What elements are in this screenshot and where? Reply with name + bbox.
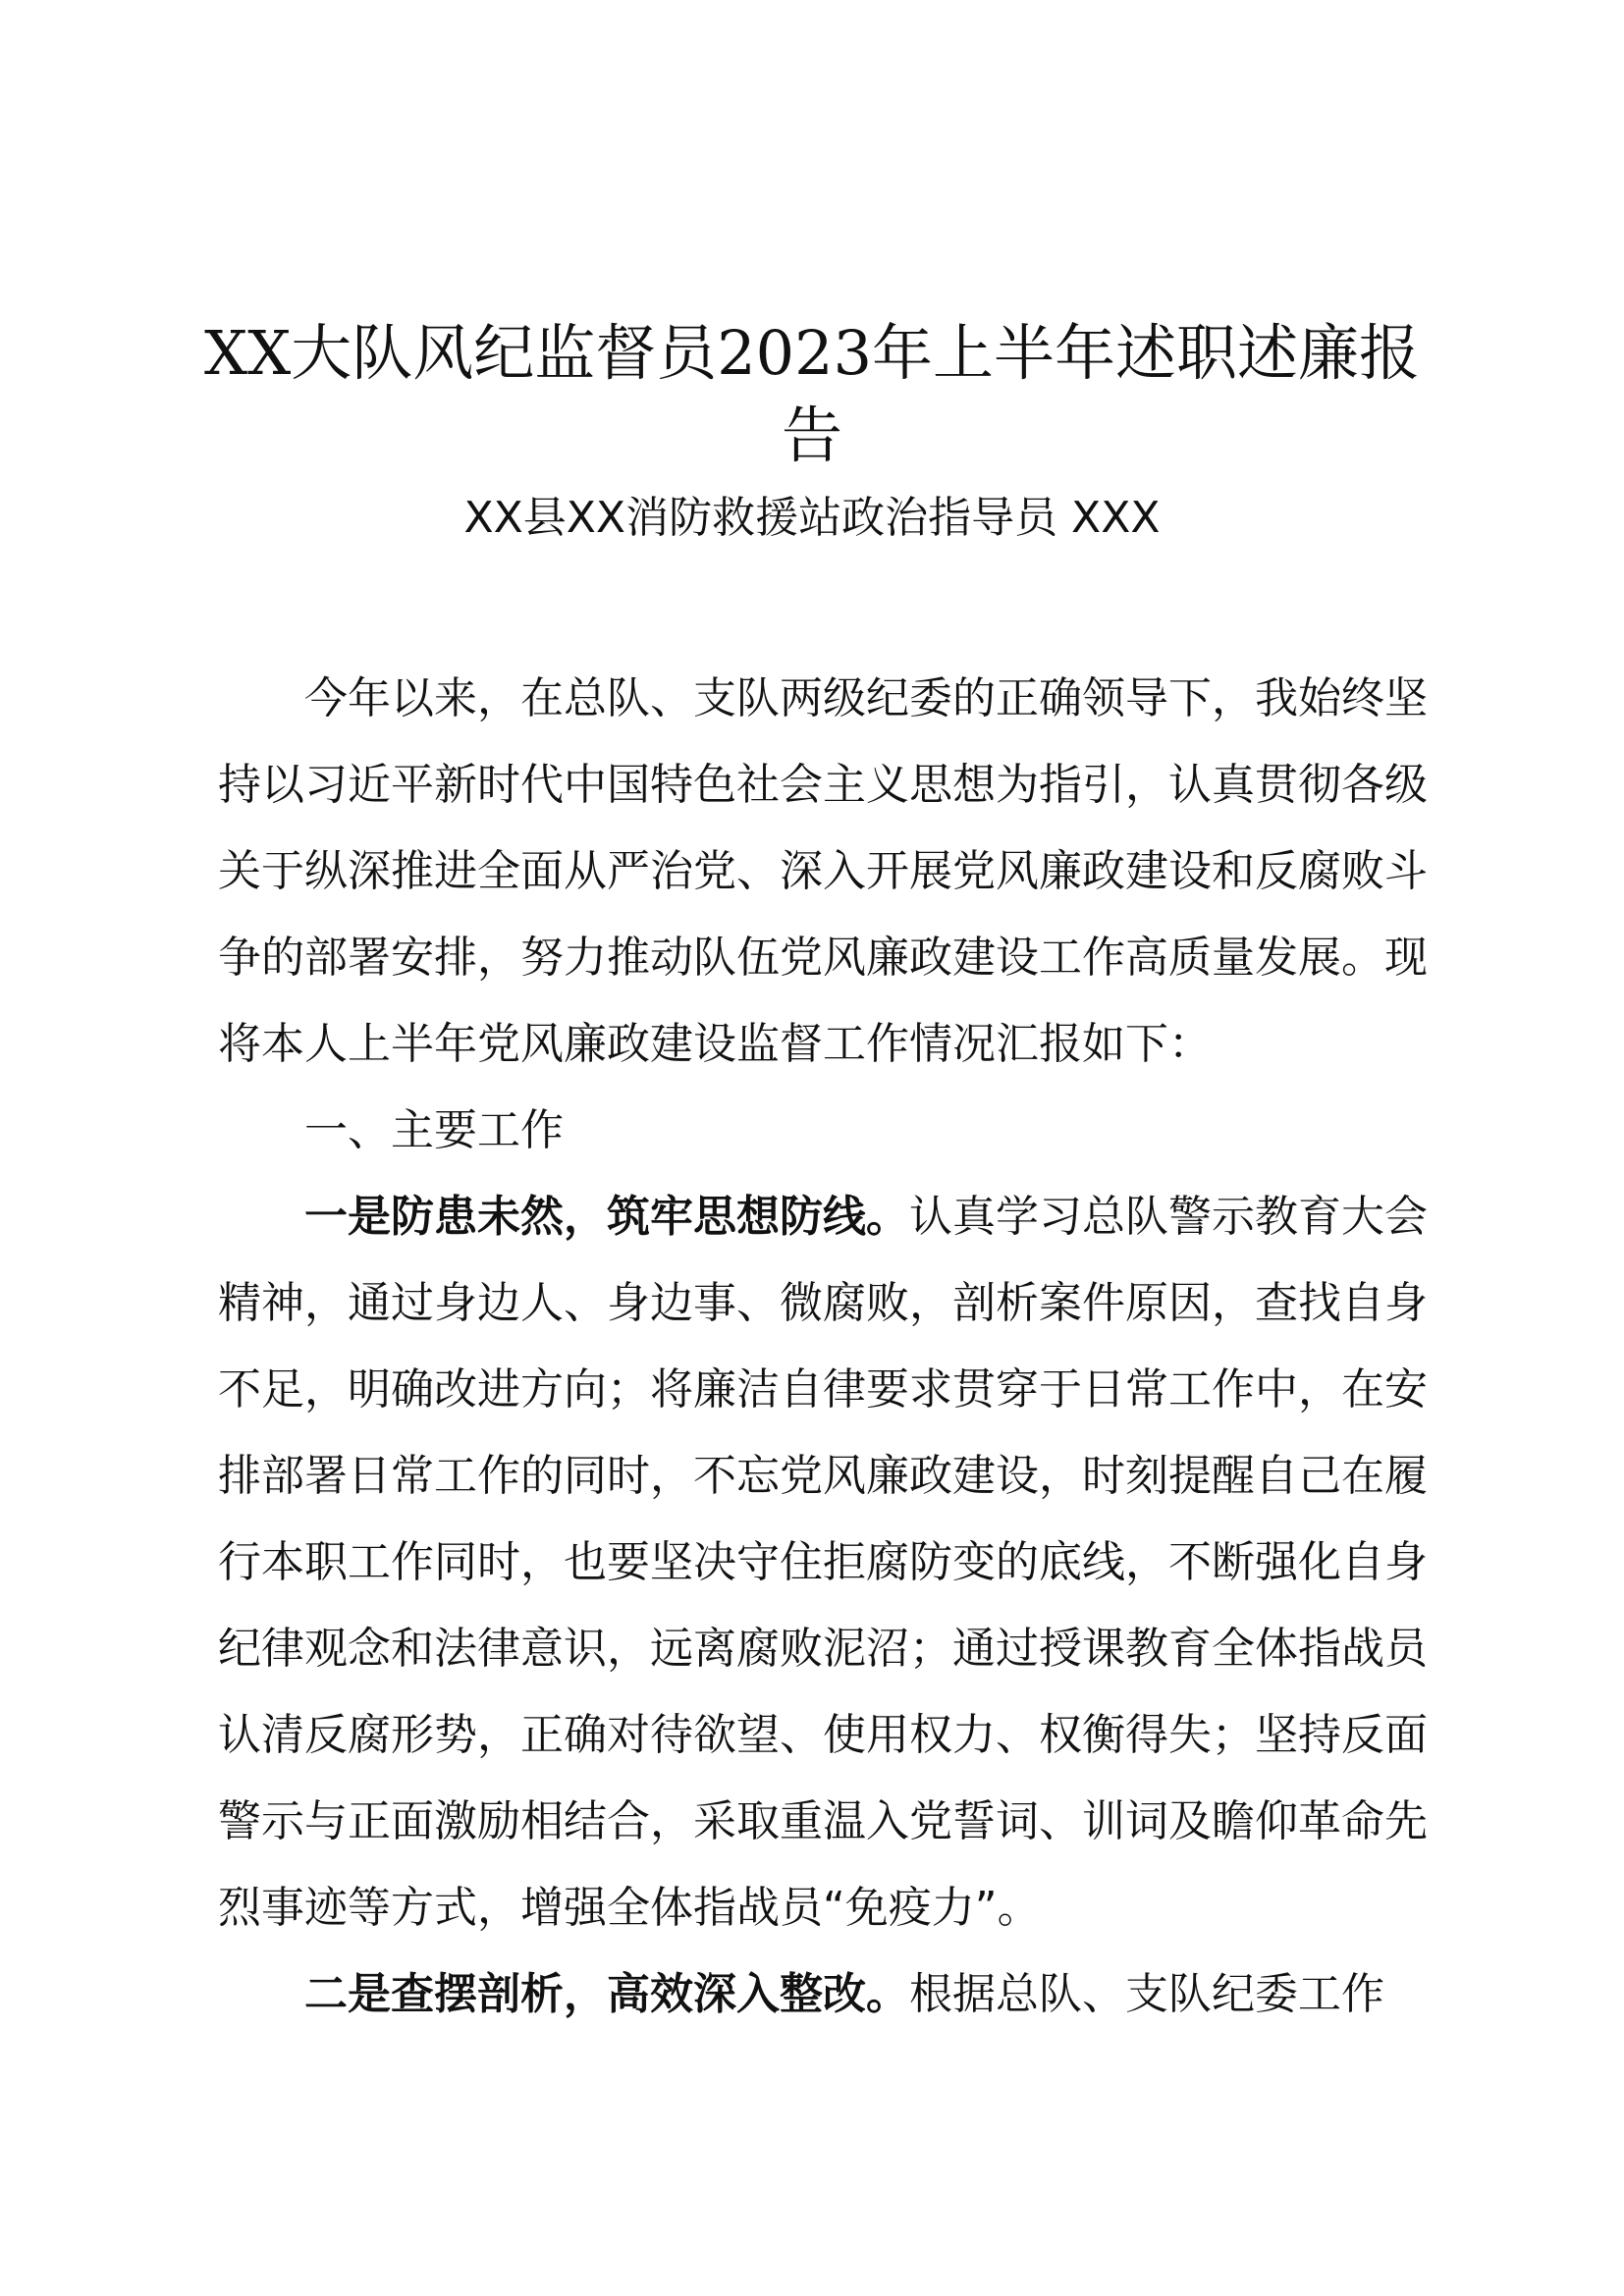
author-line: XX县XX消防救援站政治指导员 XXX <box>463 493 1161 543</box>
paragraph-point-two <box>218 1951 1428 2038</box>
paragraph-point-one <box>218 1174 1428 1951</box>
paragraph-lead: 二是查摆剖析，高效深入整改。 <box>304 1969 909 2019</box>
paragraph-text: 今年以来，在总队、支队两级纪委的正确领导下，我始终坚持以习近平新时代中国特色社会主义思想为指引，认真贯彻各级关于纵深推进全面从严治党、深入开展党风廉政建设和反腐败斗争的部署安排，努力推动队伍党风廉政建设工作高质量发展。现将本人上半年党风廉政建设监督工作情况汇报如下： <box>218 673 1428 1069</box>
document-title: XX大队风纪监督员2023年上半年述职述廉报告 <box>203 317 1421 471</box>
paragraph-text: 认真学习总队警示教育大会精神，通过身边人、身边事、微腐败，剖析案件原因，查找自身不足，明确改进方向；将廉洁自律要求贯穿于日常工作中，在安排部署日常工作的同时，不忘党风廉政建设，时刻提醒自己在履行本职工作同时，也要坚决守住拒腐防变的底线，不断强化自身纪律观念和法律意识，远离腐败泥沼；通过授课教育全体指战员认清反腐形势，正确对待欲望、使用权力、权衡得失；坚持反面警示与正面激励相结合，采取重温入党誓词、训词及瞻仰革命先烈事迹等方式，增强全体指战员“免疫力”。 <box>218 1192 1428 1933</box>
section-heading-main-work <box>218 1088 1428 1174</box>
section-heading-text: 一、主要工作 <box>304 1105 564 1155</box>
document-body <box>218 656 1428 2038</box>
paragraph-text: 根据总队、支队纪委工作 <box>909 1969 1384 2019</box>
paragraph-lead: 一是防患未然，筑牢思想防线。 <box>304 1192 909 1242</box>
paragraph-intro <box>218 656 1428 1088</box>
